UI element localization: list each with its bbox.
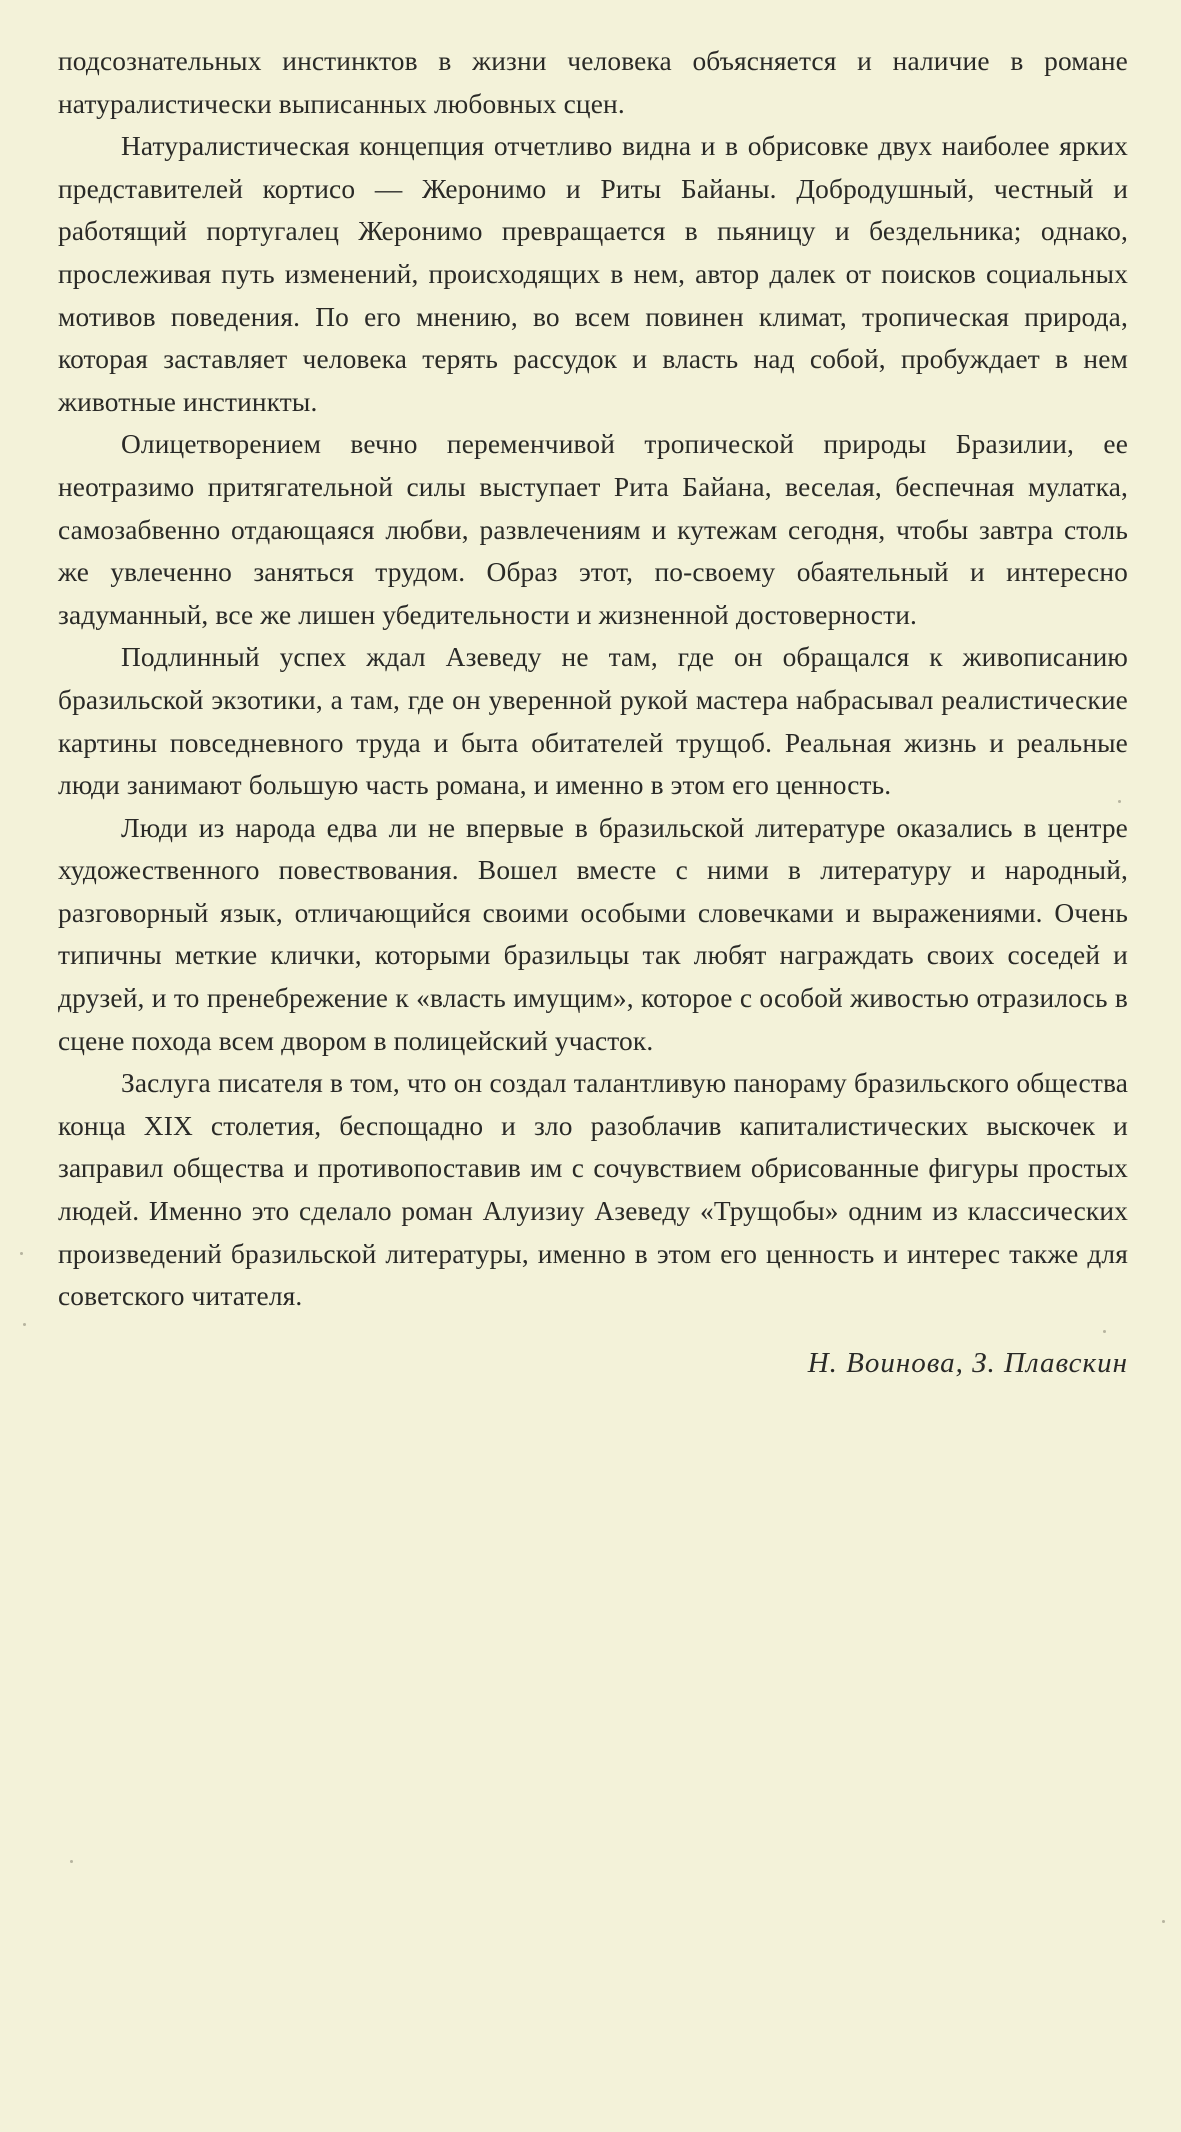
paper-speck bbox=[1162, 1920, 1165, 1923]
paper-speck bbox=[1118, 800, 1121, 803]
paragraph-6: Заслуга писателя в том, что он создал талантливую панораму бразильского общества конца XIX столетия, беспощадно и зло разоблачив капиталистических выскочек и заправил общества и противопоставив им с сочувствием обрисованные фигуры простых людей. Именно это сделало роман Алуизиу Азеведу «Трущобы» одним из классических произведений бразильской литературы, именно в этом его ценность и интерес также для советского читателя. bbox=[58, 1068, 1128, 1312]
paper-speck bbox=[23, 1323, 26, 1326]
paragraph-4: Подлинный успех ждал Азеведу не там, где он обращался к живописанию бразильской экзотики, а там, где он уверенной рукой мастера набрасывал реалистические картины повседневного труда и быта обитателей трущоб. Реальная жизнь и реальные люди занимают большую часть романа, и именно в этом его ценность. bbox=[58, 642, 1128, 801]
paragraph-5: Люди из народа едва ли не впервые в бразильской литературе оказались в центре художественного повествования. Вошел вместе с ними в литературу и народный, разговорный язык, отличающийся своими особыми словечками и выражениями. Очень типичны меткие клички, которыми бразильцы так любят награждать своих соседей и друзей, и то пренебрежение к «власть имущим», которое с особой живостью отразилось в сцене похода всем двором в полицейский участок. bbox=[58, 812, 1128, 1056]
document-page bbox=[58, 40, 1128, 1384]
paper-speck bbox=[20, 1252, 23, 1255]
paragraph-1: подсознательных инстинктов в жизни человека объясняется и наличие в романе натуралистически выписанных любовных сцен. bbox=[58, 46, 1128, 119]
author-signature: Н. Воинова, З. Плавскин bbox=[807, 1346, 1128, 1379]
paper-speck bbox=[70, 1860, 73, 1863]
paragraph-3: Олицетворением вечно переменчивой тропической природы Бразилии, ее неотразимо притягательной силы выступает Рита Байана, веселая, беспечная мулатка, самозабвенно отдающаяся любви, развлечениям и кутежам сегодня, чтобы завтра столь же увлеченно заняться трудом. Образ этот, по-своему обаятельный и интересно задуманный, все же лишен убедительности и жизненной достоверности. bbox=[58, 429, 1128, 630]
paper-speck bbox=[1103, 1330, 1106, 1333]
paragraph-2: Натуралистическая концепция отчетливо видна и в обрисовке двух наиболее ярких представителей кортисо — Жеронимо и Риты Байаны. Добродушный, честный и работящий португалец Жеронимо превращается в пьяницу и бездельника; однако, прослеживая путь изменений, происходящих в нем, автор далек от поисков социальных мотивов поведения. По его мнению, во всем повинен климат, тропическая природа, которая заставляет человека терять рассудок и власть над собой, пробуждает в нем животные инстинкты. bbox=[58, 131, 1128, 417]
